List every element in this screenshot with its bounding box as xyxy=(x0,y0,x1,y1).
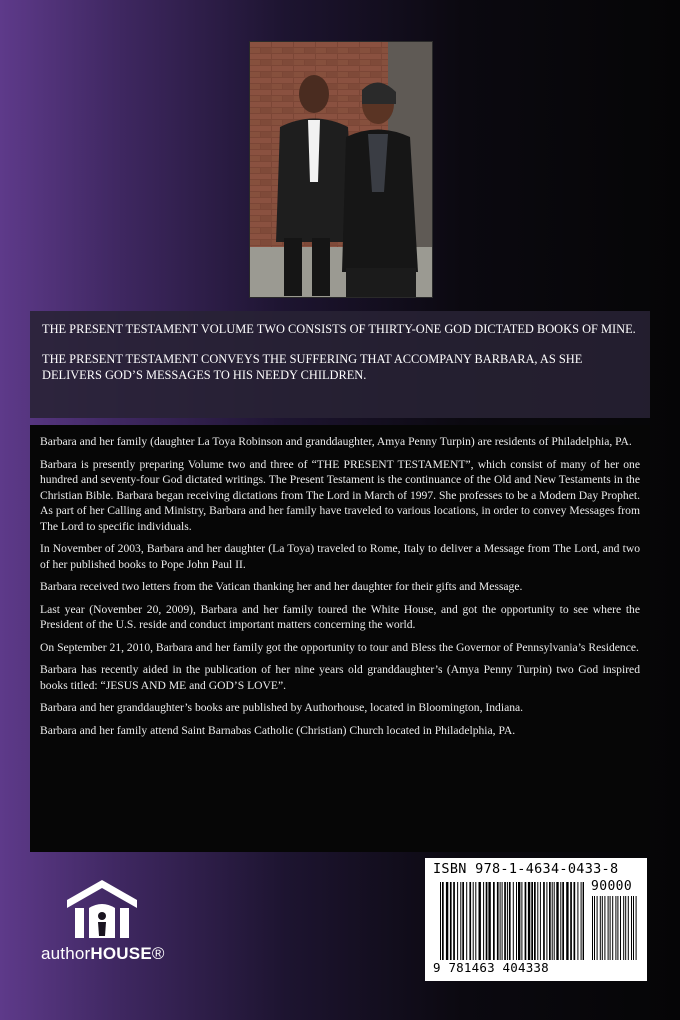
barcode-bar xyxy=(560,882,561,960)
barcode-bar xyxy=(504,882,506,960)
barcode-bar xyxy=(628,896,629,960)
barcode-bar xyxy=(531,882,533,960)
barcode-bar xyxy=(540,882,541,960)
isbn-label: ISBN 978-1-4634-0433-8 xyxy=(433,861,619,877)
barcode-bar xyxy=(466,882,467,960)
barcode-bar xyxy=(473,882,474,960)
barcode-bar xyxy=(617,896,618,960)
barcode-bar xyxy=(556,882,558,960)
barcode-bar xyxy=(521,882,522,960)
barcode-bar xyxy=(597,896,598,960)
barcode-bar xyxy=(583,882,584,960)
barcode-bar xyxy=(537,882,538,960)
barcode-bar xyxy=(497,882,499,960)
barcode-bar xyxy=(570,882,572,960)
bio-paragraph: In November of 2003, Barbara and her daughter (La Toya) traveled to Rome, Italy to deliver a Message from The Lord, and two of her published books to Pope John Paul II. xyxy=(40,542,640,571)
barcode-bar xyxy=(513,882,514,960)
barcode-bar xyxy=(534,882,536,960)
barcode-bar xyxy=(566,882,568,960)
bio-paragraph: Barbara has recently aided in the publication of her nine years old granddaughter’s (Amya Penny Turpin) two God inspired books titled: “JESUS AND ME and GOD’S LOVE”. xyxy=(40,663,640,692)
barcode-bar xyxy=(462,882,464,960)
barcode-bar xyxy=(469,882,471,960)
barcode-bar xyxy=(581,882,582,960)
bio-paragraph: Barbara and her family (daughter La Toya Robinson and granddaughter, Amya Penny Turpin) are residents of Philadelphia, PA. xyxy=(40,435,632,448)
summary-line-1: THE PRESENT TESTAMENT VOLUME TWO CONSISTS OF THIRTY-ONE GOD DICTATED BOOKS OF MINE. xyxy=(42,322,636,336)
barcode-bar xyxy=(518,882,520,960)
barcode-bar xyxy=(502,882,503,960)
barcode-bar xyxy=(488,882,490,960)
bio-paragraph: Last year (November 20, 2009), Barbara and her family toured the White House, and got the opportunity to see where the President of the U.S. reside and conduct important matters concerning the world. xyxy=(40,602,640,631)
barcode-addon-number: 90000 xyxy=(591,879,633,894)
barcode-bar xyxy=(446,882,448,960)
barcode-bar xyxy=(592,896,593,960)
barcode-bar xyxy=(450,882,452,960)
author-bio-panel xyxy=(30,425,650,852)
wordmark-light: author xyxy=(41,944,91,963)
barcode-bar xyxy=(577,882,578,960)
barcode-bar xyxy=(631,896,632,960)
barcode-bar xyxy=(460,882,461,960)
barcode-bar xyxy=(604,896,605,960)
barcode-bar xyxy=(440,882,441,960)
barcode-bar xyxy=(479,882,481,960)
barcode-bar xyxy=(516,882,517,960)
bio-paragraph: On September 21, 2010, Barbara and her family got the opportunity to tour and Bless the Governor of Pennsylvania’s Residence. xyxy=(40,640,639,654)
author-photo xyxy=(249,41,433,298)
barcode-bar xyxy=(620,896,621,960)
barcode-bar xyxy=(610,896,611,960)
barcode-bar xyxy=(509,882,511,960)
barcode-bar xyxy=(554,882,555,960)
barcode-bar xyxy=(442,882,444,960)
barcode-bar xyxy=(636,896,637,960)
barcode-bar xyxy=(549,882,551,960)
registered-mark: ® xyxy=(151,944,165,963)
barcode-bar xyxy=(612,896,613,960)
barcode-bar xyxy=(623,896,624,960)
barcode-bar xyxy=(500,882,501,960)
publisher-wordmark xyxy=(41,944,165,964)
house-book-icon xyxy=(65,878,139,942)
barcode-main-bars xyxy=(439,882,584,960)
barcode-bar xyxy=(507,882,508,960)
barcode-bar xyxy=(552,882,553,960)
barcode-bar xyxy=(486,882,488,960)
barcode-bar xyxy=(594,896,595,960)
isbn-barcode xyxy=(425,858,647,981)
barcode-bar xyxy=(546,882,547,960)
barcode-bar xyxy=(602,896,603,960)
barcode-bar xyxy=(625,896,626,960)
bio-paragraph: Barbara received two letters from the Vatican thanking her and her daughter for their gifts and Message. xyxy=(40,580,523,593)
publisher-logo xyxy=(41,878,191,968)
wordmark-bold: HOUSE xyxy=(90,944,152,963)
barcode-bar xyxy=(574,882,576,960)
barcode-bar xyxy=(608,896,609,960)
barcode-bar xyxy=(525,882,527,960)
barcode-bar xyxy=(475,882,476,960)
bio-paragraph: Barbara and her family attend Saint Barnabas Catholic (Christian) Church located in Philadelphia, PA. xyxy=(40,723,516,737)
bio-paragraph: Barbara is presently preparing Volume two and three of “THE PRESENT TESTAMENT”, which consist of many of her one hundred and seventy-four God dictated writings. The Present Testament is the continuance of the Old and New Testaments in the Christian Bible. Barbara began receiving dictations from The Lord in March of 1997. She professes to be a Modern Day Prophet. As part of her Calling and Ministry, Barbara and her family have traveled to various locations, in order to convey Messages from The Lord to specific individuals. xyxy=(40,457,640,533)
barcode-bar xyxy=(562,882,564,960)
author-photo-art xyxy=(250,42,432,297)
barcode-bar xyxy=(493,882,495,960)
summary-line-2: THE PRESENT TESTAMENT CONVEYS THE SUFFERING THAT ACCOMPANY BARBARA, AS SHE DELIVERS GOD’S MESSAGES TO HIS NEEDY CHILDREN. xyxy=(42,352,583,382)
barcode-bar xyxy=(615,896,616,960)
barcode-addon-bars xyxy=(591,896,639,960)
barcode-bar xyxy=(528,882,530,960)
barcode-bar xyxy=(453,882,455,960)
barcode-bar xyxy=(600,896,601,960)
barcode-bar xyxy=(483,882,484,960)
barcode-bar xyxy=(543,882,545,960)
barcode-number: 9 781463 404338 xyxy=(433,960,549,975)
summary-panel xyxy=(30,311,650,418)
barcode-bar xyxy=(633,896,634,960)
bio-paragraph: Barbara and her granddaughter’s books are published by Authorhouse, located in Bloomington, Indiana. xyxy=(40,701,524,714)
barcode-bar xyxy=(457,882,458,960)
